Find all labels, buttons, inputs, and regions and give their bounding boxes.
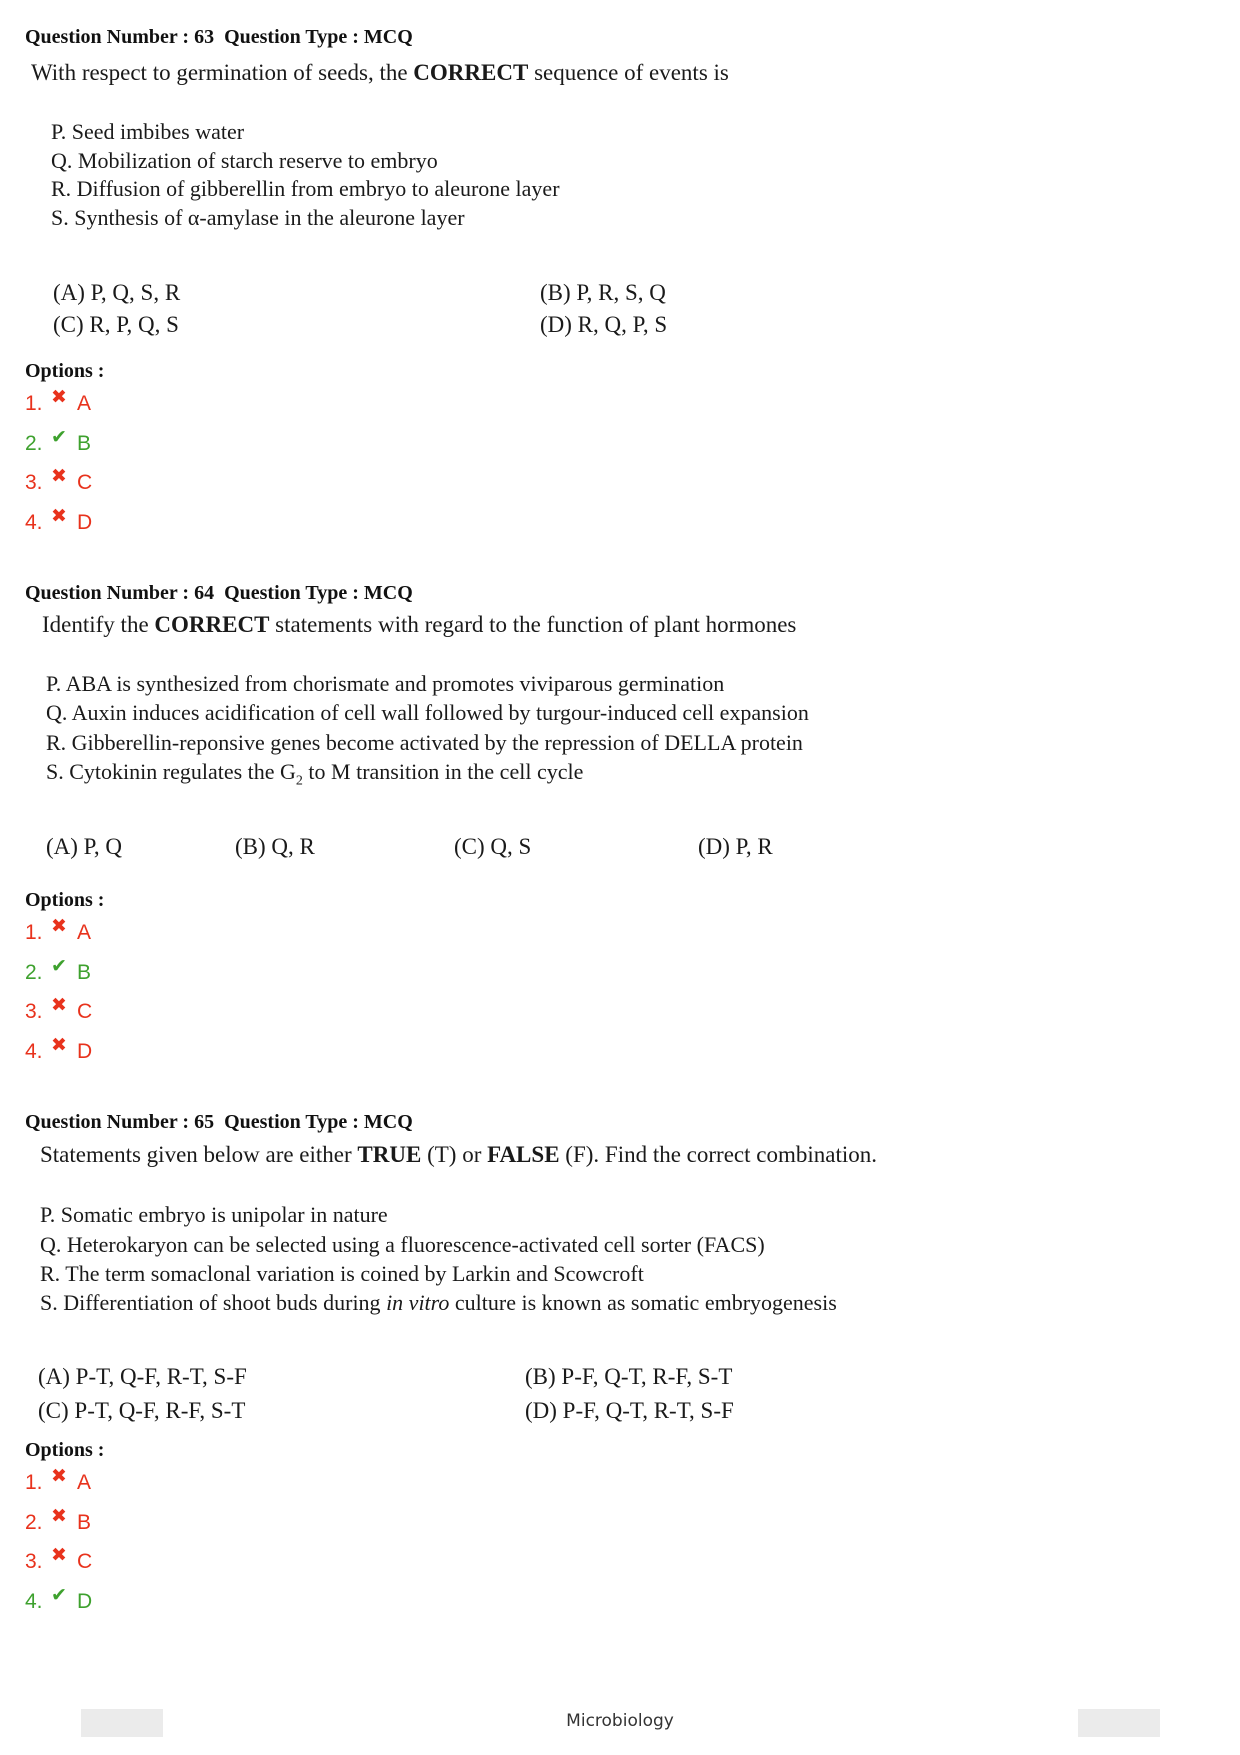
question-stem: Identify the CORRECT statements with regard to the function of plant hormones	[42, 612, 797, 637]
choice-b: (B) P, R, S, Q	[540, 280, 666, 305]
choice-d: (D) P, R	[698, 834, 773, 859]
question-number: Question Number : 65	[25, 1111, 215, 1133]
cross-icon: ✖	[51, 1506, 67, 1527]
option-4: 4. ✖ D	[25, 506, 93, 534]
statement-q: Q. Mobilization of starch reserve to embryo	[51, 148, 438, 173]
statement-p: P. Seed imbibes water	[51, 119, 245, 144]
cross-icon: ✖	[51, 1545, 67, 1566]
cross-icon: ✖	[51, 387, 67, 408]
statement-p: P. ABA is synthesized from chorismate and promotes viviparous germination	[46, 671, 725, 696]
question-type: Question Type : MCQ	[224, 582, 413, 604]
option-3: 3. ✖ C	[25, 995, 93, 1023]
choice-c: (C) R, P, Q, S	[53, 312, 179, 337]
question-type: Question Type : MCQ	[224, 26, 413, 48]
statement-p: P. Somatic embryo is unipolar in nature	[40, 1202, 388, 1227]
cross-icon: ✖	[51, 506, 67, 527]
question-number: Question Number : 64	[25, 582, 215, 604]
question-number: Question Number : 63	[25, 26, 215, 48]
statement-s: S. Differentiation of shoot buds during in vitro culture is known as somatic embryogenesis	[40, 1290, 837, 1315]
question-type: Question Type : MCQ	[224, 1111, 413, 1133]
choice-a: (A) P, Q	[46, 834, 123, 859]
option-1: 1. ✖ A	[25, 1466, 92, 1494]
options-label: Options :	[25, 360, 105, 382]
choice-d: (D) P-F, Q-T, R-T, S-F	[525, 1398, 734, 1423]
choice-a: (A) P-T, Q-F, R-T, S-F	[38, 1364, 247, 1389]
options-label: Options :	[25, 889, 105, 911]
question-header	[25, 1111, 413, 1134]
options-label: Options :	[25, 1439, 105, 1461]
choice-c: (C) P-T, Q-F, R-F, S-T	[38, 1398, 246, 1423]
choice-d: (D) R, Q, P, S	[540, 312, 668, 337]
statement-r: R. Diffusion of gibberellin from embryo to aleurone layer	[51, 176, 560, 201]
statement-s: S. Synthesis of α-amylase in the aleurone layer	[51, 205, 465, 230]
option-1: 1. ✖ A	[25, 916, 92, 944]
choice-b: (B) P-F, Q-T, R-F, S-T	[525, 1364, 733, 1389]
check-icon: ✔	[51, 956, 67, 977]
question-header	[25, 582, 413, 605]
cross-icon: ✖	[51, 995, 67, 1016]
question-header	[25, 26, 413, 49]
cross-icon: ✖	[51, 466, 67, 487]
question-stem: Statements given below are either TRUE (T) or FALSE (F). Find the correct combination.	[40, 1142, 877, 1167]
statement-r: R. The term somaclonal variation is coined by Larkin and Scowcroft	[40, 1261, 644, 1286]
statement-s: S. Cytokinin regulates the $G_2$ to M transition in the cell cycle	[46, 759, 584, 789]
option-2: 2. ✖ B	[25, 1506, 92, 1534]
statement-r: R. Gibberellin-reponsive genes become activated by the repression of DELLA protein	[46, 730, 803, 755]
option-2: 2. ✔ B	[25, 427, 92, 455]
choice-c: (C) Q, S	[454, 834, 532, 859]
cross-icon: ✖	[51, 916, 67, 937]
question-stem: With respect to germination of seeds, the CORRECT sequence of events is	[31, 60, 729, 85]
option-3: 3. ✖ C	[25, 466, 93, 494]
choice-a: (A) P, Q, S, R	[53, 280, 181, 305]
statement-q: Q. Heterokaryon can be selected using a fluorescence-activated cell sorter (FACS)	[40, 1232, 765, 1257]
cross-icon: ✖	[51, 1466, 67, 1487]
option-2: 2. ✔ B	[25, 956, 92, 984]
cross-icon: ✖	[51, 1035, 67, 1056]
option-4: 4. ✔ D	[25, 1585, 93, 1613]
check-icon: ✔	[51, 427, 67, 448]
check-icon: ✔	[51, 1585, 67, 1606]
option-3: 3. ✖ C	[25, 1545, 93, 1573]
choice-b: (B) Q, R	[235, 834, 315, 859]
footer-subject: Microbiology	[566, 1711, 674, 1731]
footer-right-box	[1078, 1709, 1160, 1737]
option-1: 1. ✖ A	[25, 387, 92, 415]
statement-q: Q. Auxin induces acidification of cell wall followed by turgour-induced cell expansion	[46, 700, 809, 725]
option-4: 4. ✖ D	[25, 1035, 93, 1063]
